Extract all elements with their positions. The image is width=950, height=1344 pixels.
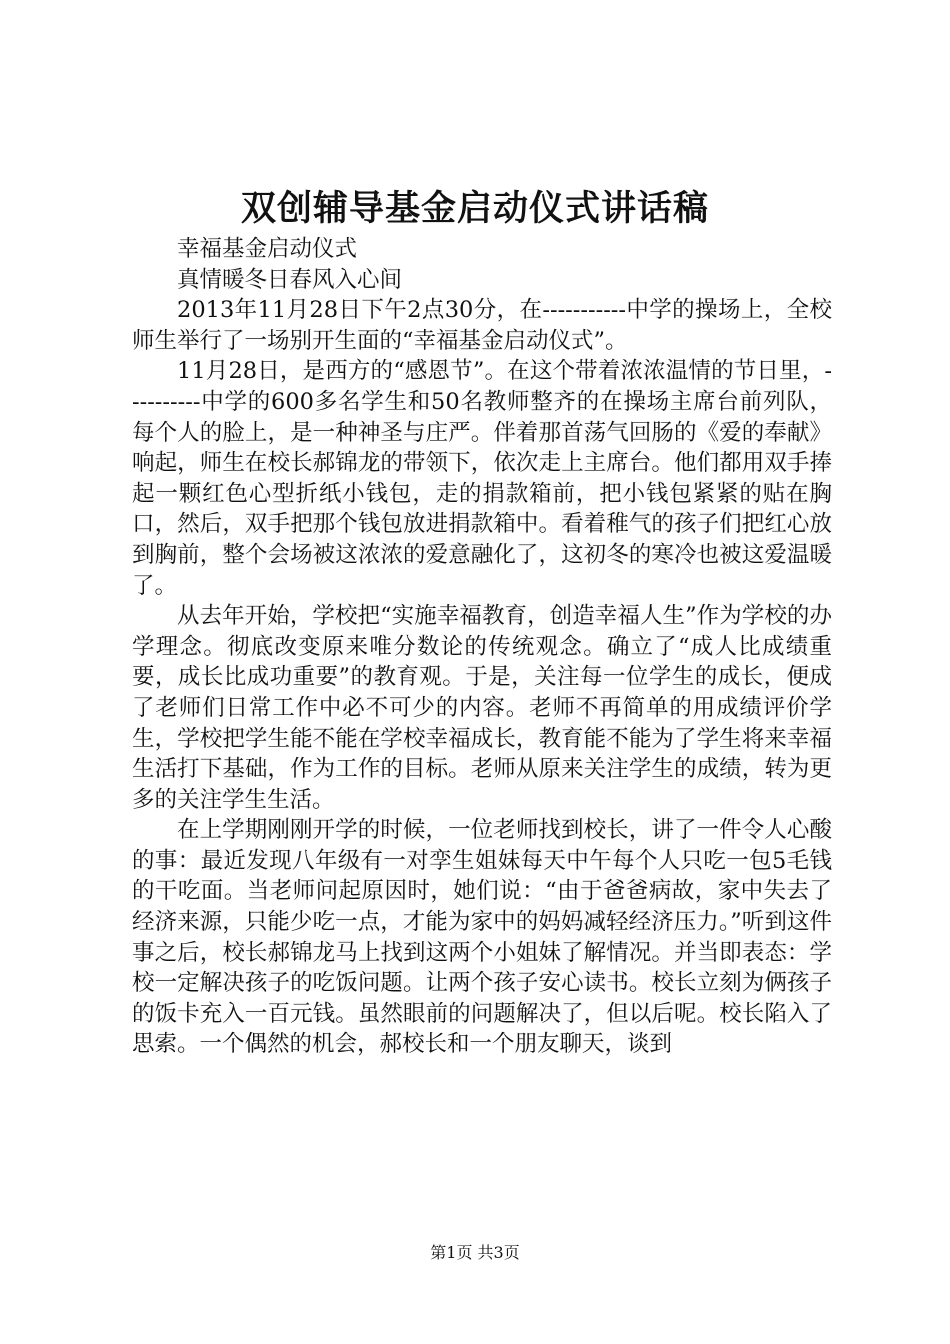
paragraph-subtitle-1: 幸福基金启动仪式 [177, 236, 358, 262]
document-title: 双创辅导基金启动仪式讲话稿 [240, 188, 709, 229]
paragraph-subtitle-2: 真情暖冬日春风入心间 [177, 266, 403, 293]
page-footer: 第1页 共3页 [430, 1243, 520, 1262]
paragraph-3: 从去年开始，学校把“实施幸福教育，创造幸福人生”作为学校的办学理念。彻底改变原来唯分数论的传统观念。确立了“成人比成绩重要，成长比成功重要”的教育观。于是，关注每一位学生的成长，便成了老师们日常工作中必不可少的内容。老师不再简单的用成绩评价学生，学校把学生能不能在学校幸福成长，教育能不能为了学生将来幸福生活打下基础，作为工作的目标。老师从原来关注学生的成绩，转为更多的关注学生生活。 [132, 603, 832, 813]
paragraph-4: 在上学期刚刚开学的时候，一位老师找到校长，讲了一件令人心酸的事：最近发现八年级有一对孪生姐妹每天中午每个人只吃一包5毛钱的干吃面。当老师问起原因时，她们说：“由于爸爸病故，家中失去了经济来源，只能少吃一点，才能为家中的妈妈减轻经济压力。”听到这件事之后，校长郝锦龙马上找到这两个小姐妹了解情况。并当即表态：学校一定解决孩子的吃饭问题。让两个孩子安心读书。校长立刻为俩孩子的饭卡充入一百元钱。虽然眼前的问题解决了，但以后呢。校长陷入了思索。一个偶然的机会，郝校长和一个朋友聊天，谈到 [132, 817, 832, 1058]
paragraph-2: 11月28日，是西方的“感恩节”。在这个带着浓浓温情的节日里，----------中学的600多名学生和50名教师整齐的在操场主席台前列队，每个人的脸上，是一种神圣与庄严。伴着那首荡气回肠的《爱的奉献》响起，师生在校长郝锦龙的带领下，依次走上主席台。他们都用双手捧起一颗红色心型折纸小钱包，走的捐款箱前，把小钱包紧紧的贴在胸口，然后，双手把那个钱包放进捐款箱中。看着稚气的孩子们把红心放到胸前，整个会场被这浓浓的爱意融化了，这初冬的寒冷也被这爱温暖了。 [132, 358, 832, 599]
document-body [132, 234, 832, 1060]
paragraph-1: 2013年11月28日下午2点30分，在-----------中学的操场上，全校师生举行了一场别开生面的“幸福基金启动仪式”。 [132, 297, 832, 354]
